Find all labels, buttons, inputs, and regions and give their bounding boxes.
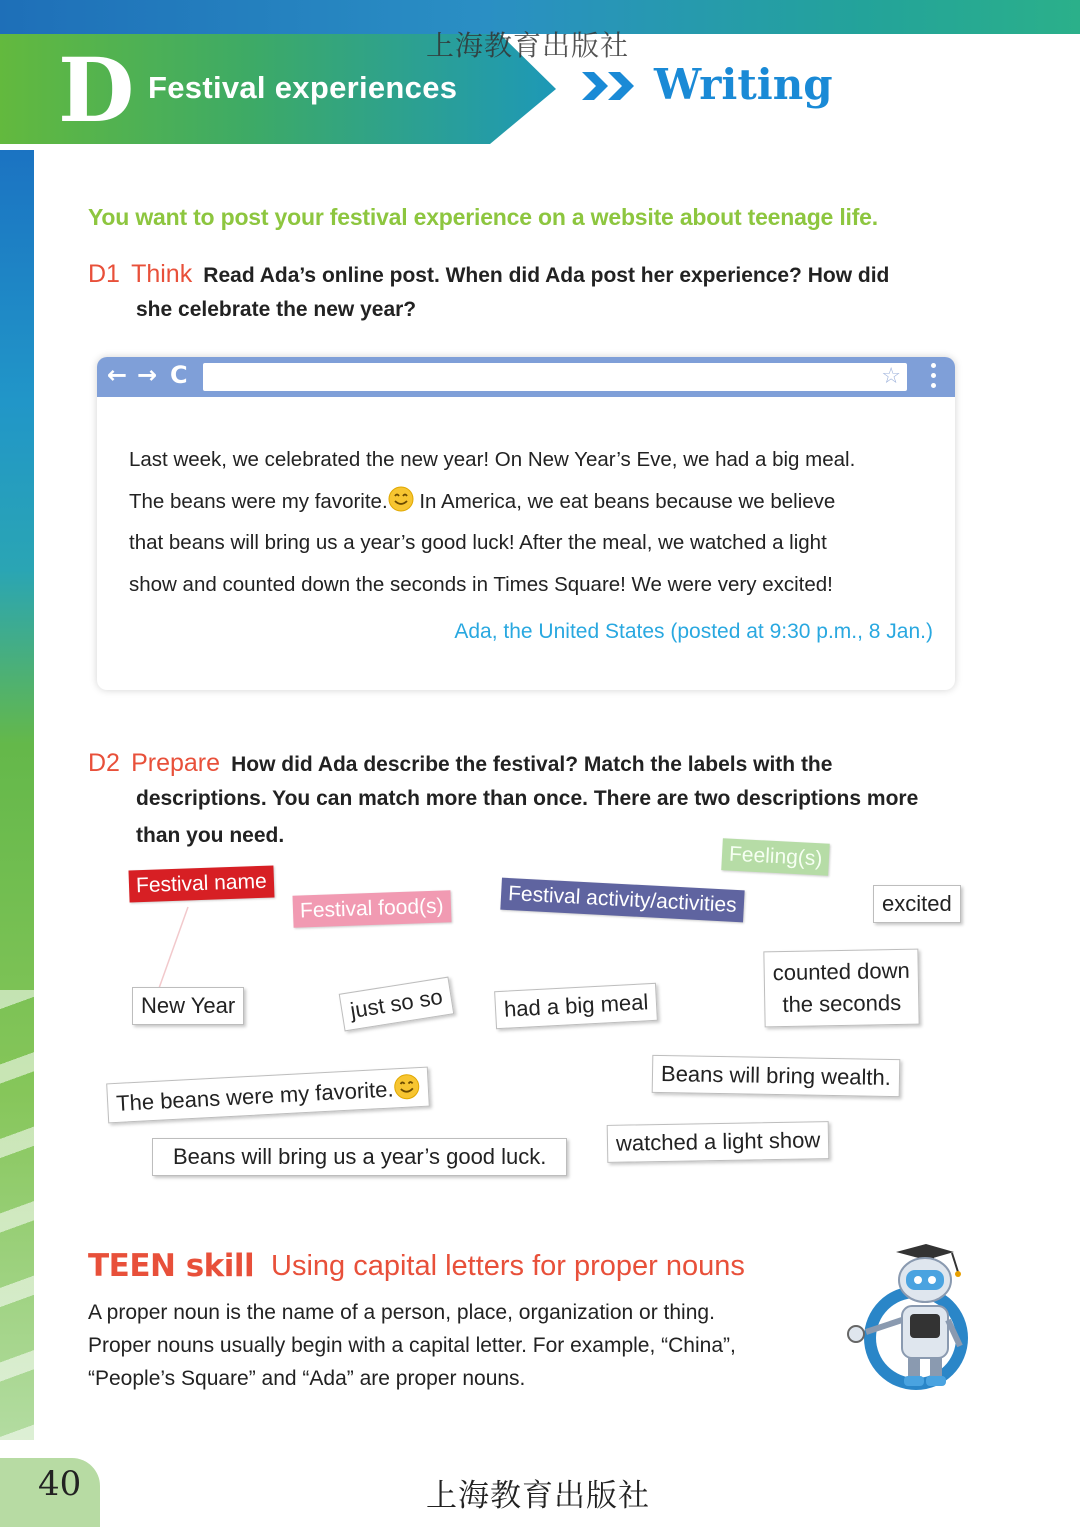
menu-dots-icon[interactable] xyxy=(931,363,939,393)
card-new-year[interactable]: New Year xyxy=(132,987,244,1025)
task-d1-line1: Read Ada’s online post. When did Ada post her experience? How did xyxy=(203,264,890,287)
task-d2-number: D2 xyxy=(88,749,120,777)
teen-skill-title: Using capital letters for proper nouns xyxy=(271,1250,745,1282)
label-feeling[interactable]: Feeling(s) xyxy=(721,838,830,876)
star-icon[interactable]: ☆ xyxy=(881,364,901,389)
reload-icon[interactable]: C xyxy=(170,361,188,389)
arrow-right-icon[interactable]: → xyxy=(137,361,158,389)
post-body xyxy=(129,439,939,605)
task-d1-number: D1 xyxy=(88,260,120,288)
robot-mascot-icon xyxy=(826,1236,976,1396)
task-d2-line2: descriptions. You can match more than once. There are two descriptions more xyxy=(136,787,919,810)
smiley-icon xyxy=(393,1073,420,1100)
match-line xyxy=(150,905,200,995)
label-festival-name[interactable]: Festival name xyxy=(128,865,274,902)
page-number: 40 xyxy=(38,1464,82,1504)
skill-label: Writing xyxy=(654,60,833,109)
card-light-show[interactable]: watched a light show xyxy=(607,1121,830,1163)
post-line: show and counted down the seconds in Times Square! We were very excited! xyxy=(129,572,833,596)
card-excited[interactable]: excited xyxy=(873,885,961,923)
task-d2-keyword: Prepare xyxy=(131,749,221,777)
task-d2 xyxy=(88,745,988,847)
teen-skill-text xyxy=(88,1296,808,1395)
intro-text: You want to post your festival experience on a website about teenage life. xyxy=(88,204,878,230)
teen-skill-line: A proper noun is the name of a person, place, organization or thing. xyxy=(88,1301,715,1324)
card-wealth[interactable]: Beans will bring wealth. xyxy=(652,1055,901,1097)
card-just-so-so[interactable]: just so so xyxy=(339,977,455,1032)
post-line-part: In America, we eat beans because we believe xyxy=(419,489,836,513)
card-counted-down-line: counted down xyxy=(772,957,910,986)
card-big-meal[interactable]: had a big meal xyxy=(494,983,658,1029)
card-favorite-text: The beans were my favorite. xyxy=(115,1076,395,1116)
post-byline: Ada, the United States (posted at 9:30 p.m., 8 Jan.) xyxy=(454,620,933,643)
card-counted-down[interactable] xyxy=(763,949,919,1028)
task-d2-line3: than you need. xyxy=(136,824,285,847)
post-line: that beans will bring us a year’s good luck! After the meal, we watched a light xyxy=(129,531,827,554)
publisher-watermark: 上海教育出版社 xyxy=(426,29,630,62)
label-festival-food[interactable]: Festival food(s) xyxy=(292,890,451,927)
post-line-part: The beans were my favorite. xyxy=(129,489,388,513)
smiley-icon xyxy=(388,486,414,512)
card-counted-down-line: the seconds xyxy=(782,989,902,1018)
browser-toolbar xyxy=(97,357,955,397)
teen-skill-line: “People’s Square” and “Ada” are proper nouns. xyxy=(88,1367,526,1390)
card-good-luck[interactable]: Beans will bring us a year’s good luck. xyxy=(152,1138,567,1176)
side-bar-stripes xyxy=(0,990,34,1440)
task-d1-line2: she celebrate the new year? xyxy=(136,298,417,321)
section-title: Festival experiences xyxy=(148,70,458,105)
section-letter: D xyxy=(58,38,135,142)
task-d1 xyxy=(88,256,968,321)
post-line xyxy=(129,481,939,523)
address-bar[interactable] xyxy=(203,363,907,391)
task-d1-keyword: Think xyxy=(131,260,193,288)
arrow-left-icon[interactable]: ← xyxy=(107,361,128,389)
teen-skill-label: TEEN skill xyxy=(88,1248,255,1284)
task-d2-line1: How did Ada describe the festival? Match the labels with the xyxy=(231,753,833,776)
teen-skill-line: Proper nouns usually begin with a capital letter. For example, “China”, xyxy=(88,1334,736,1357)
post-line: Last week, we celebrated the new year! On New Year’s Eve, we had a big meal. xyxy=(129,448,856,471)
card-favorite[interactable] xyxy=(106,1067,429,1124)
side-bar-blue xyxy=(0,150,34,570)
browser-window xyxy=(97,357,955,690)
double-chevron-icon xyxy=(582,66,638,106)
publisher-name: 上海教育出版社 xyxy=(426,1478,650,1514)
label-festival-activity[interactable]: Festival activity/activities xyxy=(500,878,744,923)
